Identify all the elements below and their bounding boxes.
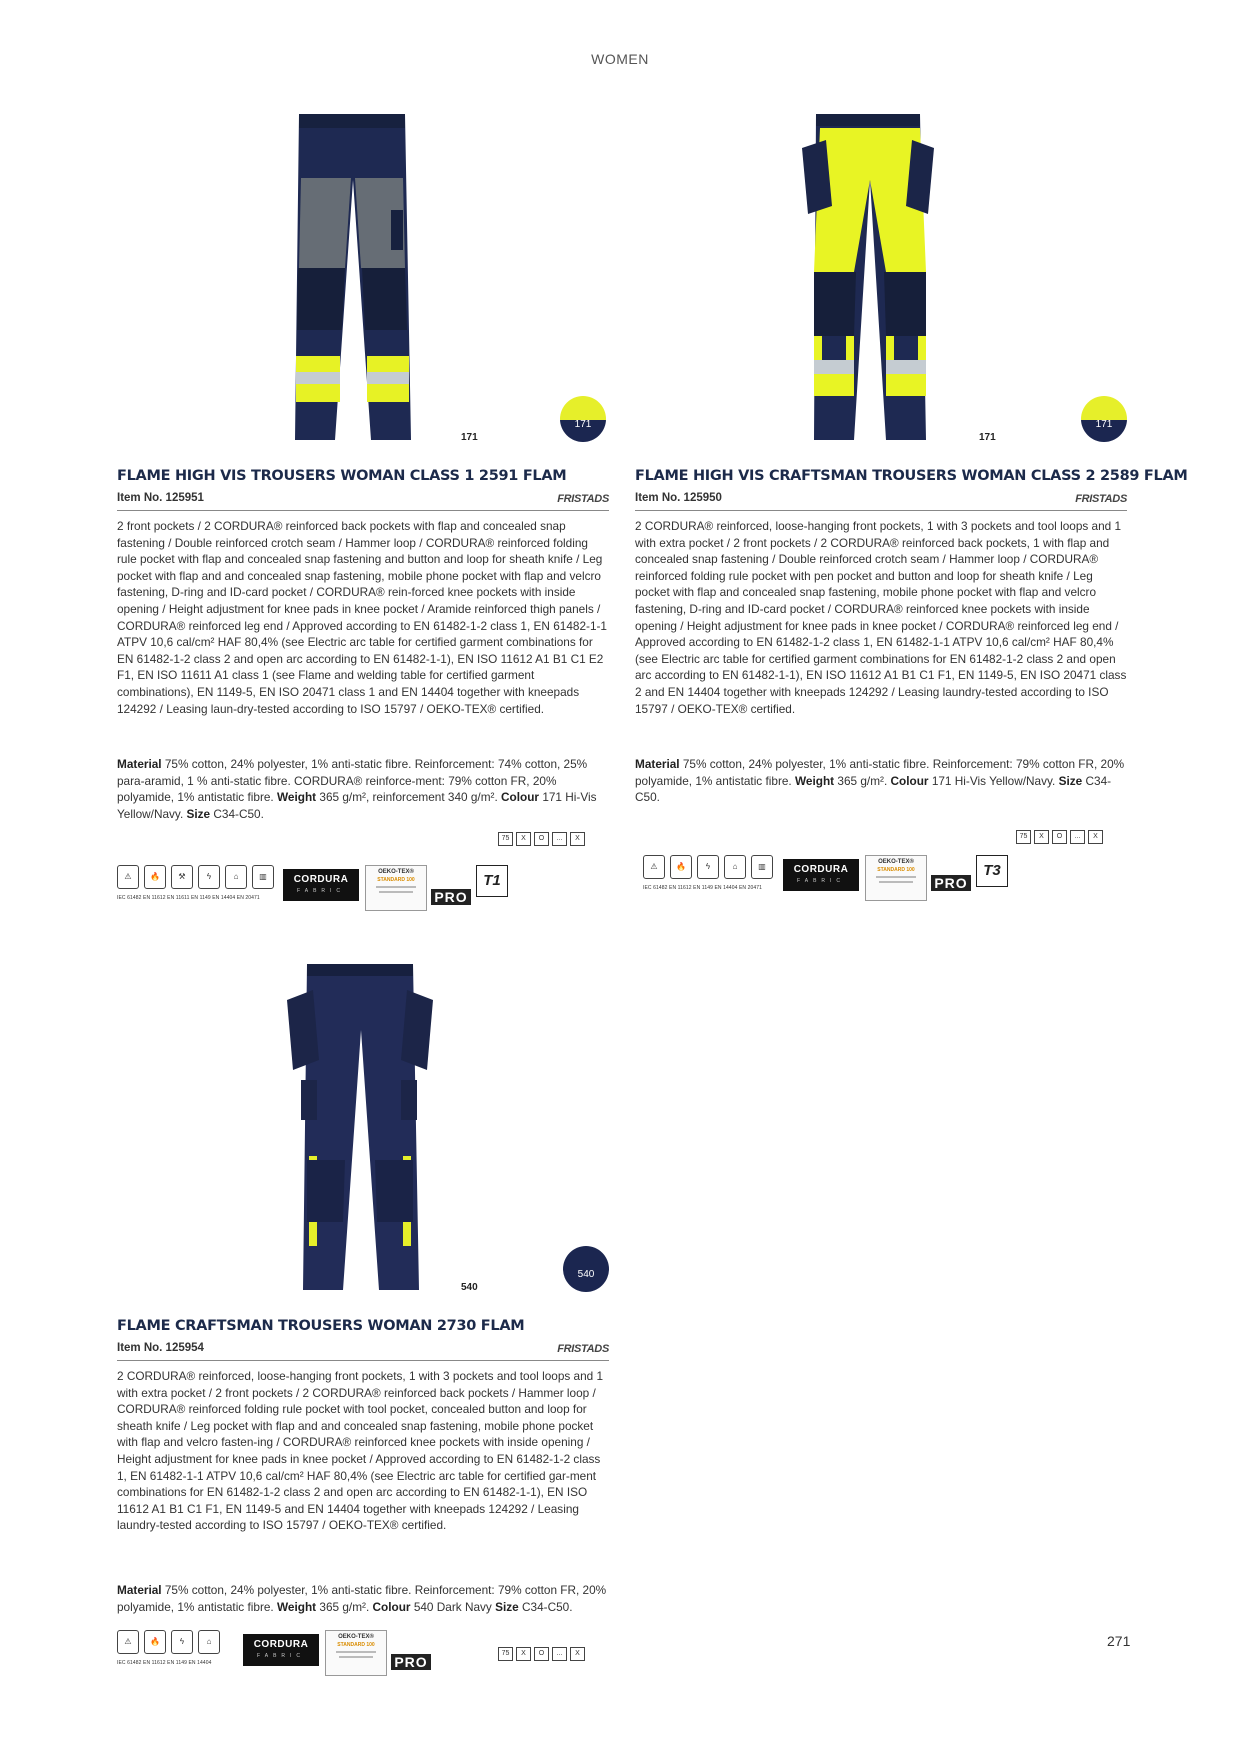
oeko-tex-label xyxy=(325,1630,387,1676)
cordura-sub: FABRIC xyxy=(796,878,846,884)
standards-list: IEC 61482 EN 11612 EN 1149 EN 14404 EN 20471 xyxy=(643,885,763,891)
oeko-tex-label xyxy=(365,865,427,911)
colour-label: Colour xyxy=(501,790,540,805)
cordura-sub: FABRIC xyxy=(256,1653,306,1659)
product-card xyxy=(635,110,1188,891)
weight-label: Weight xyxy=(277,790,317,805)
colour-value: 540 Dark Navy xyxy=(413,1599,492,1614)
pro-badge: PRO xyxy=(431,889,471,905)
color-swatch[interactable] xyxy=(560,396,606,442)
product-card xyxy=(117,960,609,1720)
flame-icon: 🔥 xyxy=(144,1630,166,1654)
cordura-label: CORDURA xyxy=(293,874,349,885)
no-dry-clean-icon: X xyxy=(570,832,585,846)
material-spec xyxy=(117,756,609,822)
class-badge: T3 xyxy=(976,855,1008,887)
page-number: 271 xyxy=(1107,1633,1131,1649)
oeko-standard: STANDARD 100 xyxy=(337,1642,375,1648)
flame-icon: 🔥 xyxy=(144,865,166,889)
size-label: Size xyxy=(186,806,211,821)
material-value: 75% cotton, 24% polyester, 1% anti-static fibre. Reinforcement: 79% cotton FR, 20% polyamide, 1% antistatic fibre. xyxy=(635,757,1125,788)
no-dry-clean-icon: X xyxy=(1088,830,1103,844)
care-symbols xyxy=(498,832,585,846)
trousers-image xyxy=(287,110,417,442)
size-label: Size xyxy=(1058,773,1083,788)
image-color-code: 171 xyxy=(461,432,478,443)
material-spec xyxy=(117,1582,609,1615)
certification-row xyxy=(117,1630,517,1670)
cordura-logo xyxy=(243,1634,319,1666)
divider xyxy=(117,510,609,511)
knee-protection-icon: ⌂ xyxy=(225,865,247,889)
oeko-standard: STANDARD 100 xyxy=(377,877,415,883)
product-title: FLAME HIGH VIS CRAFTSMAN TROUSERS WOMAN CLASS 2 2589 FLAM xyxy=(635,468,1188,484)
divider xyxy=(635,510,1127,511)
arc-flash-icon: ⚠ xyxy=(117,1630,139,1654)
divider xyxy=(117,1360,609,1361)
material-label: Material xyxy=(117,1583,162,1597)
size-value: C34-C50. xyxy=(635,773,1112,805)
flame-icon: 🔥 xyxy=(670,855,692,879)
product-image xyxy=(117,960,609,1302)
antistatic-icon: ϟ xyxy=(171,1630,193,1654)
product-description: 2 CORDURA® reinforced, loose-hanging front pockets, 1 with 3 pockets and tool loops and 1 with extra pocket / 2 front pockets / 2 CORDURA® reinforced back pockets, 1 with flap and concealed snap fastening / Double reinforced crotch seam / Hammer loop / CORDURA® reinforced folding rule pocket with pen pocket and button and loop for sheath knife / Leg pocket with flap and concealed snap fastening, mobile phone pocket with flap and velcro fastening, D-ring and ID-card pocket / CORDURA® reinforced knee pockets with inside opening / Height adjustment for knee pads in knee pocket / CORDURA® reinforced leg end / Approved according to EN 61482-1-2 class 1, EN 61482-1-1 ATPV 10,6 cal/cm² HAF 80,4% (see Electric arc table for certified garment combinations for EN 61482-1-2 class 2 and open arc according to EN 61482-1-1), EN ISO 11612 A1 B1 C1 F1, EN 1149-5, EN ISO 20471 class 2 and EN 14404 together with kneepads 124292 / Leasing laundry-tested according to ISO 15797 / OEKO-TEX® certified. xyxy=(635,519,1127,716)
tumble-dry-icon: O xyxy=(1052,830,1067,844)
knee-protection-icon: ⌂ xyxy=(198,1630,220,1654)
product-title: FLAME CRAFTSMAN TROUSERS WOMAN 2730 FLAM xyxy=(117,1318,525,1334)
arc-flash-icon: ⚠ xyxy=(117,865,139,889)
weight-label: Weight xyxy=(795,773,835,788)
weight-value: 365 g/m². xyxy=(319,1599,370,1614)
arc-flash-icon: ⚠ xyxy=(643,855,665,879)
material-value: 75% cotton, 24% polyester, 1% anti-static fibre. Reinforcement: 79% cotton FR, 20% polyamide, 1% antistatic fibre. xyxy=(117,1583,607,1614)
swatch-top xyxy=(563,1246,609,1270)
no-bleach-icon: X xyxy=(516,832,531,846)
cordura-sub: FABRIC xyxy=(296,888,346,894)
size-value: C34-C50. xyxy=(522,1599,573,1614)
swatch-code: 171 xyxy=(1095,419,1113,430)
iron-icon: ... xyxy=(1070,830,1085,844)
weight-label: Weight xyxy=(277,1599,317,1614)
high-vis-icon: ▥ xyxy=(751,855,773,879)
oeko-title: OEKO-TEX® xyxy=(378,869,414,875)
certification-row xyxy=(635,855,1035,895)
oeko-tex-label xyxy=(865,855,927,901)
colour-value: 171 Hi-Vis Yellow/Navy. xyxy=(931,773,1056,788)
product-description: 2 front pockets / 2 CORDURA® reinforced back pockets with flap and concealed snap fastening / Double reinforced crotch seam / Hammer loop / CORDURA® reinforced folding rule pocket with flap and concealed snap fastening and button and loop for sheath knife / Leg pocket with flap and and concealed snap fastening, mobile phone pocket with flap and velcro fastening, D-ring and ID-card pocket / CORDURA® rein-forced knee pockets with inside opening / Height adjustment for knee pads in knee pocket / Aramide reinforced thigh panels / CORDURA® reinforced leg end / Approved according to EN 61482-1-2 class 1, EN 61482-1-1 ATPV 10,6 cal/cm² HAF 80,4% (see Electric arc table for certified garment combinations for EN 61482-1-2 class 2 and open arc according to EN 61482-1-1), EN ISO 11612 A1 B1 C1 E2 F1, EN ISO 11611 A1 class 1 (see Flame and welding table for certified garment combinations), EN 1149-5, EN ISO 20471 class 1 and EN 14404 together with kneepads 124292 / Leasing laun-dry-tested according to ISO 15797 / OEKO-TEX® certified. xyxy=(117,519,607,716)
product-card xyxy=(117,110,609,905)
trousers-image xyxy=(285,960,435,1292)
material-label: Material xyxy=(117,757,162,771)
class-badge: T1 xyxy=(476,865,508,897)
wash-temp-icon: 75 xyxy=(498,832,513,846)
colour-label: Colour xyxy=(372,1599,411,1614)
color-swatch[interactable] xyxy=(563,1246,609,1292)
item-number: Item No. 125954 xyxy=(117,1342,204,1354)
wash-temp-icon: 75 xyxy=(498,1647,513,1661)
product-title: FLAME HIGH VIS TROUSERS WOMAN CLASS 1 2591 FLAM xyxy=(117,468,567,484)
swatch-top xyxy=(560,396,606,420)
colour-value: 171 Hi-Vis Yellow/Navy. xyxy=(117,790,597,821)
product-image xyxy=(117,110,609,452)
cordura-logo xyxy=(783,859,859,891)
knee-protection-icon: ⌂ xyxy=(724,855,746,879)
swatch-code: 171 xyxy=(574,419,592,430)
product-image xyxy=(635,110,1127,452)
no-dry-clean-icon: X xyxy=(570,1647,585,1661)
brand-logo: FRISTADS xyxy=(557,1343,609,1355)
welding-icon: ⚒ xyxy=(171,865,193,889)
image-color-code: 171 xyxy=(979,432,996,443)
size-label: Size xyxy=(495,1599,519,1614)
oeko-standard: STANDARD 100 xyxy=(877,867,915,873)
weight-value: 365 g/m². xyxy=(837,773,888,788)
tumble-dry-icon: O xyxy=(534,1647,549,1661)
material-spec xyxy=(635,756,1127,806)
tumble-dry-icon: O xyxy=(534,832,549,846)
oeko-title: OEKO-TEX® xyxy=(878,859,914,865)
antistatic-icon: ϟ xyxy=(697,855,719,879)
iron-icon: ... xyxy=(552,1647,567,1661)
colour-label: Colour xyxy=(890,773,929,788)
antistatic-icon: ϟ xyxy=(198,865,220,889)
material-label: Material xyxy=(635,757,680,771)
wash-temp-icon: 75 xyxy=(1016,830,1031,844)
certification-row xyxy=(117,865,517,905)
product-description: 2 CORDURA® reinforced, loose-hanging front pockets, 1 with 3 pockets and tool loops and 1 with extra pocket / 2 front pockets / 2 CORDURA® reinforced back pockets / Hammer loop / CORDURA® reinforced folding rule pocket with tool pocket, concealed button and loop for sheath knife / Leg pocket with flap and and concealed snap fastening, mobile phone pocket with flap and velcro fasten-ing / CORDURA® reinforced knee pockets with inside opening / Height adjustment for knee pads in knee pocket / Approved according to EN 61482-1-2 class 1, EN 61482-1-1 ATPV 10,6 cal/cm² HAF 80,4% (see Electric arc table for certified gar-ment combinations for EN 61482-1-2 class 2 and open arc according to EN 61482-1-1), EN ISO 11612 A1 B1 C1 F1, EN 1149-5 and EN 14404 together with kneepads 124292 / Leasing laundry-tested according to ISO 15797 / OEKO-TEX® certified. xyxy=(117,1369,604,1533)
image-color-code: 540 xyxy=(461,1282,478,1293)
care-symbols xyxy=(1016,830,1103,844)
size-value: C34-C50. xyxy=(213,806,264,821)
trousers-image xyxy=(800,110,940,442)
section-label: WOMEN xyxy=(591,51,649,67)
iron-icon: ... xyxy=(552,832,567,846)
item-number: Item No. 125951 xyxy=(117,492,204,504)
cordura-logo xyxy=(283,869,359,901)
oeko-title: OEKO-TEX® xyxy=(338,1634,374,1640)
material-value: 75% cotton, 24% polyester, 1% anti-static fibre. Reinforcement: 74% cotton, 25% para-aramid, 1 % anti-static fibre. CORDURA® reinforce-ment: 79% cotton FR, 20% polyamide, 1% antistatic fibre. xyxy=(117,757,588,805)
no-bleach-icon: X xyxy=(516,1647,531,1661)
cordura-label: CORDURA xyxy=(253,1639,309,1650)
brand-logo: FRISTADS xyxy=(557,493,609,505)
no-bleach-icon: X xyxy=(1034,830,1049,844)
brand-logo: FRISTADS xyxy=(1075,493,1127,505)
weight-value: 365 g/m², reinforcement 340 g/m². xyxy=(319,790,498,805)
swatch-top xyxy=(1081,396,1127,420)
standards-list: IEC 61482 EN 11612 EN 1149 EN 14404 xyxy=(117,1660,212,1666)
pro-badge: PRO xyxy=(931,875,971,891)
high-vis-icon: ▥ xyxy=(252,865,274,889)
standards-list: IEC 61482 EN 11612 EN 11611 EN 1149 EN 14404 EN 20471 xyxy=(117,895,260,901)
color-swatch[interactable] xyxy=(1081,396,1127,442)
item-number: Item No. 125950 xyxy=(635,492,722,504)
swatch-code: 540 xyxy=(577,1269,595,1280)
cordura-label: CORDURA xyxy=(793,864,849,875)
pro-badge: PRO xyxy=(391,1654,431,1670)
